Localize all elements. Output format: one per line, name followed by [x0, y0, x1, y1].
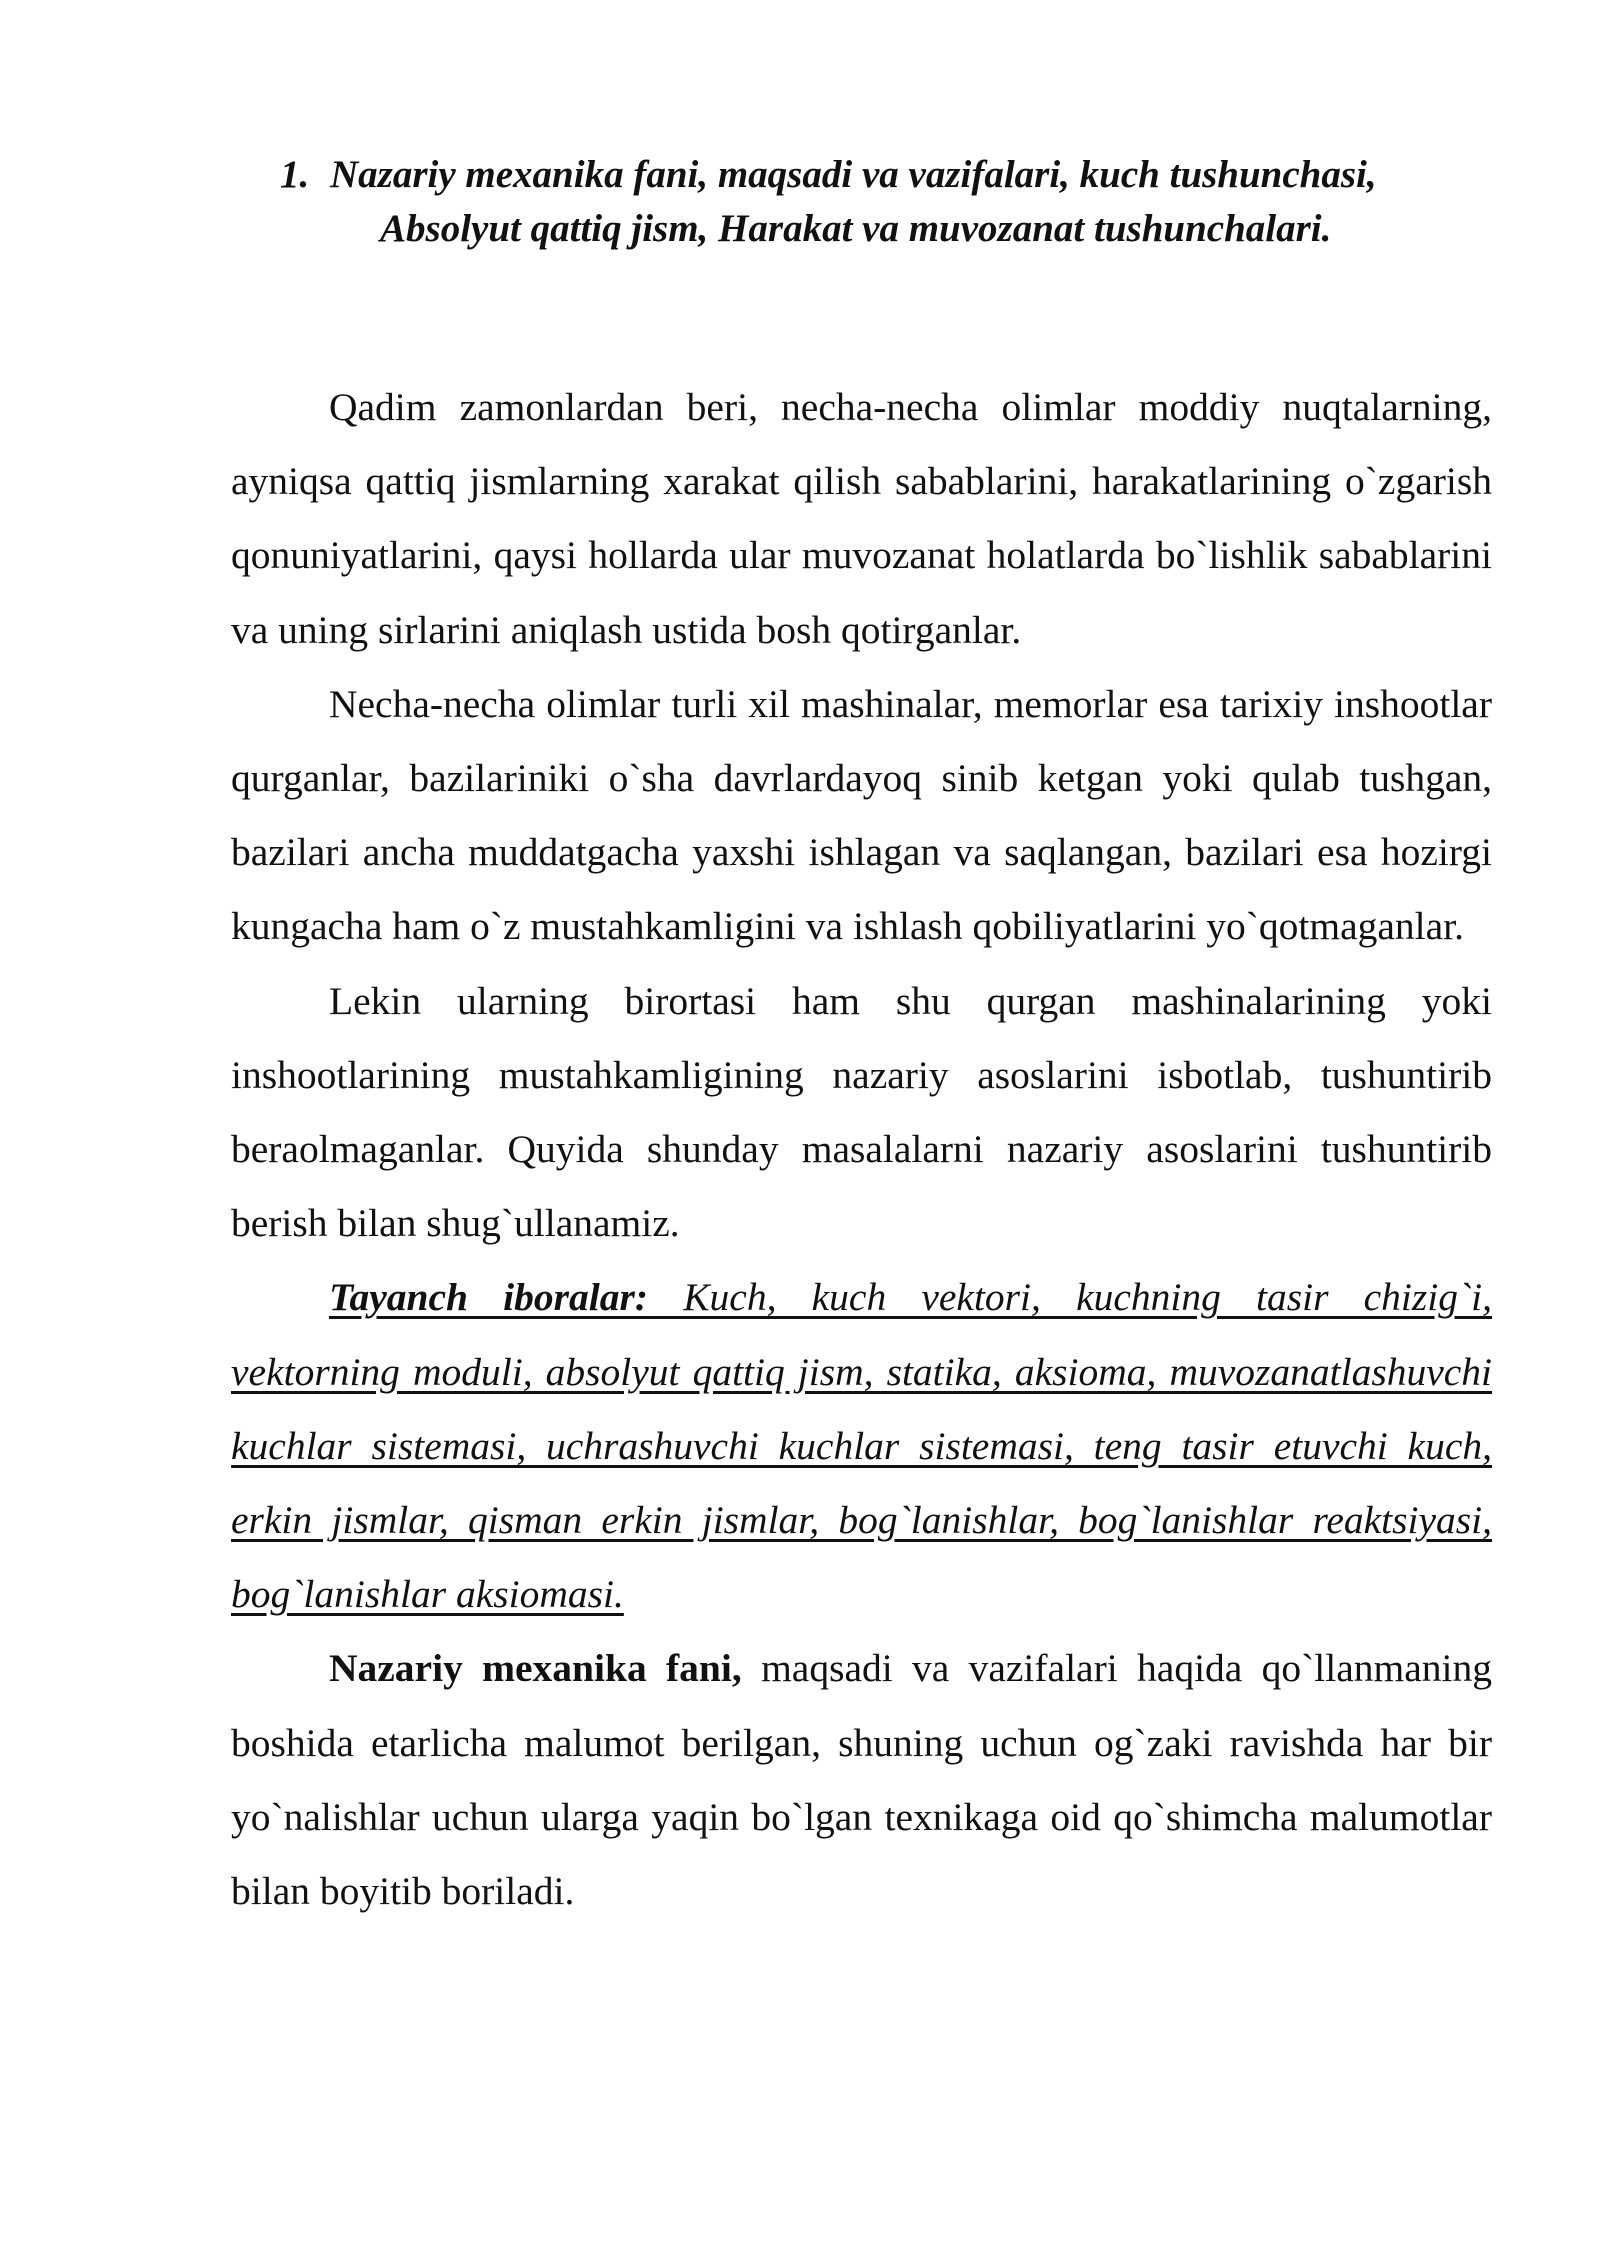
- body-text: [231, 370, 1492, 1928]
- keywords-list: Kuch, kuch vektori, kuchning tasir chizig`i, vektorning moduli, absolyut qattiq jism, statika, aksioma, muvozanatlashuvchi kuchlar sistemasi, uchrashuvchi kuchlar sistemasi, teng tasir etuvchi kuch, erkin jismlar, qisman erkin jismlar, bog`lanishlar, bog`lanishlar reaktsiyasi, bog`lanishlar aksiomasi.: [231, 1275, 1492, 1617]
- keywords-paragraph: [231, 1260, 1492, 1631]
- paragraph-intro: Qadim zamonlardan beri, necha-necha olimlar moddiy nuqtalarning, ayniqsa qattiq jismlarning xarakat qilish sabablarini, harakatlarining o`zgarish qonuniyatlarini, qaysi hollarda ular muvozanat holatlarda bo`lishlik sabablarini va uning sirlarini aniqlash ustida bosh qotirganlar.: [231, 385, 1492, 652]
- section-number: 1.: [280, 153, 310, 196]
- paragraph-mechanics: [231, 1631, 1492, 1928]
- mechanics-text: maqsadi va vazifalari haqida qo`llanmaning boshida etarlicha malumot berilgan, shuning uchun og`zaki ravishda har bir yo`nalishlar uchun ularga yaqin bo`lgan texnikaga oid qo`shimcha malumotlar bilan boyitib boriladi.: [231, 1646, 1492, 1914]
- mechanics-bold-term: Nazariy mexanika fani,: [329, 1646, 742, 1691]
- paragraph-theory: Lekin ularning birortasi ham shu qurgan mashinalarining yoki inshootlarining mustahkamligining nazariy asoslarini isbotlab, tushuntirib beraolmaganlar. Quyida shunday masalalarni nazariy asoslarini tushuntirib berish bilan shug`ullanamiz.: [231, 978, 1492, 1246]
- keywords-label: Tayanch iboralar:: [329, 1275, 649, 1320]
- section-title-line-1: Nazariy mexanika fani, maqsadi va vazifalari, kuch tushunchasi,: [330, 153, 1377, 196]
- section-title-line-2: Absolyut qattiq jism, Harakat va muvozanat tushunchalari.: [380, 207, 1332, 250]
- paragraph-builders: Necha-necha olimlar turli xil mashinalar, memorlar esa tarixiy inshootlar qurganlar, bazilariniki o`sha davrlardayoq sinib ketgan yoki qulab tushgan, bazilari ancha muddatgacha yaxshi ishlagan va saqlangan, bazilari esa hozirgi kungacha ham o`z mustahkamligini va ishlash qobiliyatlarini yo`qotmaganlar.: [231, 681, 1492, 949]
